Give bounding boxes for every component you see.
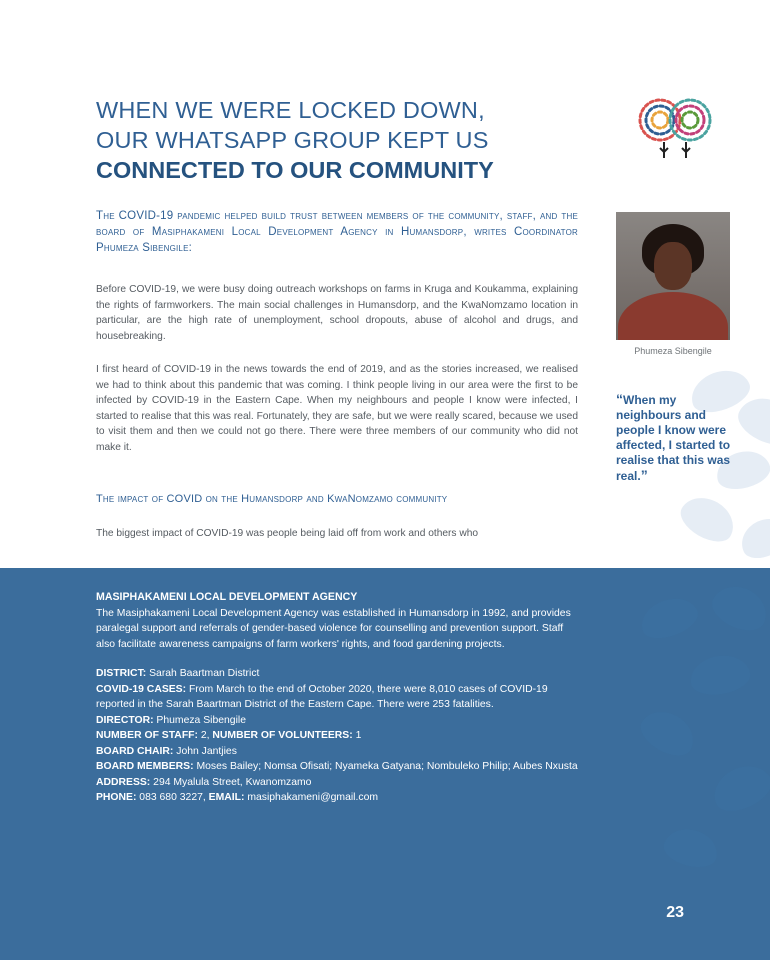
headline-line-1: WHEN WE WERE LOCKED DOWN, [96, 97, 485, 123]
fact-director: DIRECTOR: Phumeza Sibengile [96, 714, 246, 726]
headline [96, 95, 566, 185]
photo-caption: Phumeza Sibengile [634, 346, 712, 356]
pull-quote-text: When my neighbours and people I know were affected, I started to realise that this was real. [616, 393, 731, 483]
fact-board-chair: BOARD CHAIR: John Jantjies [96, 745, 237, 757]
fact-board-members: BOARD MEMBERS: Moses Bailey; Nomsa Ofisati; Nyameka Gatyana; Nombuleko Philip; Aubes Nxusta [96, 761, 578, 772]
fact-district: DISTRICT: Sarah Baartman District [96, 668, 260, 679]
open-quote-icon: “ [616, 391, 623, 407]
panel-title: MASIPHAKAMENI LOCAL DEVELOPMENT AGENCY [96, 591, 358, 603]
info-panel [0, 568, 770, 960]
fact-contact: PHONE: 083 680 3227, EMAIL: masiphakameni@gmail.com [96, 792, 379, 803]
body-paragraph-2: I first heard of COVID-19 in the news towards the end of 2019, and as the stories increased, we realised we had to think about this pandemic that was coming. I think people living in our area were the first to be infected by COVID-19 in the Eastern Cape. When my neighbours and people I know were infected, I started to realise that this was real. Fortunately, they are safe, but we were really scared, because we used to visit them and then we could not go there. There were three members of our community who did not make it. [96, 364, 578, 453]
page-number: 23 [666, 904, 684, 921]
facts-list [96, 666, 582, 806]
close-quote-icon: ” [640, 467, 648, 483]
body-paragraph-3: The biggest impact of COVID-19 was people being laid off from work and others who [96, 528, 479, 539]
fact-covid-cases: COVID-19 CASES: From March to the end of October 2020, there were 8,010 cases of COVID-19 reported in the Sarah Baartman District of the Eastern Cape. There were 253 fatalities. [96, 683, 548, 710]
fact-staff-volunteers: NUMBER OF STAFF: 2, NUMBER OF VOLUNTEERS: 1 [96, 730, 362, 741]
intro-paragraph: The COVID-19 pandemic helped build trust between members of the community, staff, and the board of Masiphakameni Local Development Agency in Humansdorp, writes Coordinator Phumeza Sibengile: [96, 210, 578, 254]
headline-line-2: OUR WHATSAPP GROUP KEPT US [96, 127, 489, 153]
fact-address: ADDRESS: 294 Myalula Street, Kwanomzamo [96, 776, 312, 788]
headline-line-3: CONNECTED TO OUR COMMUNITY [96, 157, 494, 183]
info-panel-content [96, 590, 582, 806]
pull-quote [616, 392, 736, 484]
panel-description: The Masiphakameni Local Development Agency was established in Humansdorp in 1992, and provides paralegal support and referrals of gender-based violence for counselling and prevention support. Staff also facilitate awareness campaigns of farm workers' rights, and food gardening projects. [96, 607, 571, 650]
section-subheading: The impact of COVID on the Humansdorp and KwaNomzamo community [96, 493, 448, 505]
organisation-logo-icon [634, 96, 716, 164]
body-paragraph-1: Before COVID-19, we were busy doing outreach workshops on farms in Kruga and Koukamma, explaining the rights of farmworkers. The main social challenges in Humansdorp, and the KwaNomzamo location in particular, are the high rate of unemployment, school dropouts, abuse of alcohol and drugs, and housebreaking. [96, 284, 578, 342]
portrait-photo [616, 212, 730, 340]
